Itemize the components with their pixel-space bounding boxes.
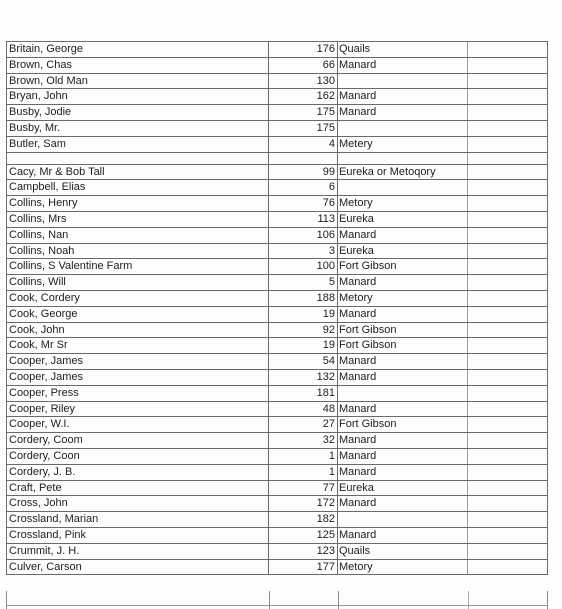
empty-cell [468,42,547,57]
name-cell: Busby, Mr. [7,121,269,136]
table-row [7,560,547,576]
location-cell: Manard [338,275,468,290]
location-cell: Manard [338,496,468,511]
number-cell: 106 [269,228,338,243]
name-cell: Craft, Pete [7,481,269,496]
empty-cell [468,528,547,543]
name-cell: Collins, S Valentine Farm [7,259,269,274]
empty-cell [468,386,547,401]
empty-cell [468,74,547,89]
location-cell: Eureka or Metoqory [338,165,468,180]
name-cell: Cook, Mr Sr [7,338,269,353]
location-cell: Quails [338,42,468,57]
number-cell: 54 [269,354,338,369]
table-row [7,58,547,74]
table-row [7,323,547,339]
location-cell: Fort Gibson [338,259,468,274]
table-row [7,89,547,105]
empty-cell [468,481,547,496]
table-row [7,105,547,121]
location-cell: Manard [338,402,468,417]
location-cell: Fort Gibson [338,323,468,338]
location-cell: Manard [338,370,468,385]
number-cell: 48 [269,402,338,417]
number-cell: 19 [269,307,338,322]
name-cell: Butler, Sam [7,137,269,152]
number-cell: 100 [269,259,338,274]
name-cell: Crossland, Pink [7,528,269,543]
number-cell: 172 [269,496,338,511]
number-cell: 4 [269,137,338,152]
number-cell [269,153,338,164]
table-row [7,196,547,212]
number-cell: 6 [269,180,338,195]
number-cell: 66 [269,58,338,73]
number-cell: 99 [269,165,338,180]
table-row-blank [7,153,547,165]
grid-line [468,591,469,609]
table-row [7,528,547,544]
empty-cell [468,417,547,432]
empty-cell [468,307,547,322]
empty-cell [468,212,547,227]
empty-cell [468,153,547,164]
table-row [7,74,547,90]
table-row [7,42,547,58]
location-cell: Manard [338,354,468,369]
empty-cell [468,244,547,259]
location-cell: Eureka [338,212,468,227]
name-cell: Brown, Chas [7,58,269,73]
location-cell: Metory [338,560,468,575]
location-cell: Manard [338,433,468,448]
empty-cell [468,58,547,73]
table-row [7,244,547,260]
location-cell [338,180,468,195]
number-cell: 19 [269,338,338,353]
table-row [7,496,547,512]
table-row [7,544,547,560]
name-cell: Culver, Carson [7,560,269,575]
number-cell: 177 [269,560,338,575]
name-cell: Crossland, Marian [7,512,269,527]
table-row [7,449,547,465]
location-cell [338,121,468,136]
table-row [7,417,547,433]
number-cell: 162 [269,89,338,104]
empty-cell [468,291,547,306]
name-cell: Cook, Cordery [7,291,269,306]
empty-cell [468,89,547,104]
empty-cell [468,449,547,464]
number-cell: 77 [269,481,338,496]
table-row [7,275,547,291]
table-row [7,165,547,181]
number-cell: 125 [269,528,338,543]
empty-cell [468,196,547,211]
name-cell: Collins, Henry [7,196,269,211]
empty-cell [468,544,547,559]
location-cell: Manard [338,528,468,543]
empty-grid-area [6,591,548,609]
table-row [7,137,547,153]
empty-cell [468,354,547,369]
location-cell: Metory [338,196,468,211]
name-cell: Cook, John [7,323,269,338]
empty-cell [468,496,547,511]
name-cell: Busby, Jodie [7,105,269,120]
empty-cell [468,137,547,152]
empty-cell [468,402,547,417]
number-cell: 176 [269,42,338,57]
name-cell: Cordery, Coon [7,449,269,464]
number-cell: 1 [269,449,338,464]
table-row [7,433,547,449]
number-cell: 130 [269,74,338,89]
number-cell: 92 [269,323,338,338]
name-cell: Crummit, J. H. [7,544,269,559]
number-cell: 132 [269,370,338,385]
location-cell: Manard [338,89,468,104]
name-cell: Cordery, Coom [7,433,269,448]
table-row [7,291,547,307]
name-cell: Cross, John [7,496,269,511]
grid-line [269,591,270,609]
location-cell: Manard [338,58,468,73]
location-cell: Metery [338,137,468,152]
name-cell: Collins, Mrs [7,212,269,227]
location-cell: Manard [338,449,468,464]
table-row [7,402,547,418]
number-cell: 175 [269,121,338,136]
number-cell: 5 [269,275,338,290]
table-row [7,228,547,244]
number-cell: 1 [269,465,338,480]
number-cell: 3 [269,244,338,259]
location-cell: Quails [338,544,468,559]
name-cell: Cooper, Press [7,386,269,401]
empty-cell [468,560,547,575]
name-cell: Brown, Old Man [7,74,269,89]
empty-cell [468,370,547,385]
grid-line [7,605,547,606]
location-cell: Manard [338,228,468,243]
number-cell: 76 [269,196,338,211]
number-cell: 113 [269,212,338,227]
name-cell: Collins, Noah [7,244,269,259]
table-row [7,512,547,528]
location-cell [338,74,468,89]
empty-cell [468,323,547,338]
table-row [7,338,547,354]
name-cell: Britain, George [7,42,269,57]
empty-cell [468,275,547,290]
empty-cell [468,105,547,120]
empty-cell [468,121,547,136]
number-cell: 32 [269,433,338,448]
empty-cell [468,465,547,480]
location-cell: Manard [338,465,468,480]
location-cell [338,512,468,527]
number-cell: 181 [269,386,338,401]
name-cell: Cacy, Mr & Bob Tall [7,165,269,180]
name-cell [7,153,269,164]
empty-cell [468,338,547,353]
number-cell: 123 [269,544,338,559]
name-cell: Cooper, James [7,354,269,369]
number-cell: 27 [269,417,338,432]
table-row [7,465,547,481]
table-row [7,180,547,196]
location-cell: Manard [338,105,468,120]
table-row [7,259,547,275]
name-cell: Cordery, J. B. [7,465,269,480]
number-cell: 188 [269,291,338,306]
empty-cell [468,180,547,195]
location-cell [338,153,468,164]
table-row [7,386,547,402]
table-row [7,121,547,137]
empty-cell [468,433,547,448]
table-row [7,481,547,497]
name-cell: Collins, Nan [7,228,269,243]
location-cell: Fort Gibson [338,417,468,432]
table-row [7,212,547,228]
number-cell: 175 [269,105,338,120]
location-cell: Fort Gibson [338,338,468,353]
name-cell: Collins, Will [7,275,269,290]
name-cell: Cooper, W.I. [7,417,269,432]
location-cell: Eureka [338,244,468,259]
location-cell: Eureka [338,481,468,496]
empty-cell [468,165,547,180]
name-cell: Bryan, John [7,89,269,104]
name-cell: Cooper, James [7,370,269,385]
location-cell [338,386,468,401]
empty-cell [468,512,547,527]
table-row [7,370,547,386]
grid-line [338,591,339,609]
table-row [7,307,547,323]
location-cell: Manard [338,307,468,322]
empty-cell [468,228,547,243]
name-cell: Cooper, Riley [7,402,269,417]
number-cell: 182 [269,512,338,527]
location-cell: Metory [338,291,468,306]
empty-cell [468,259,547,274]
name-cell: Campbell, Elias [7,180,269,195]
spreadsheet-table [6,41,548,575]
table-row [7,354,547,370]
name-cell: Cook, George [7,307,269,322]
